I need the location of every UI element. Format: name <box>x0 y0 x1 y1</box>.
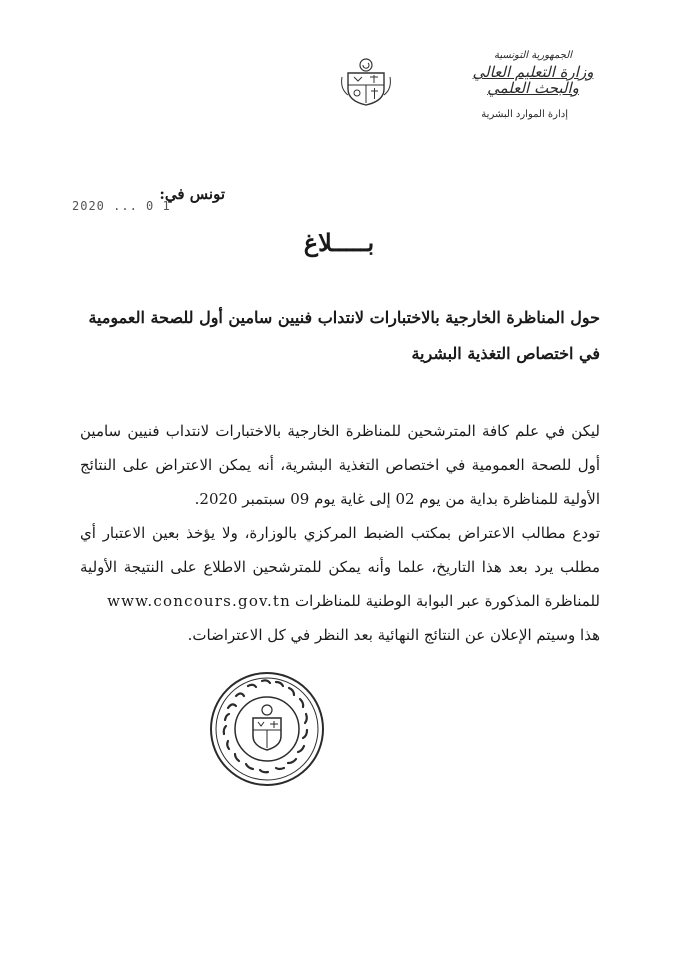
page-title: بـــــلاغ <box>303 228 375 257</box>
date-label: تونس في: <box>159 185 225 203</box>
republic-name: الجمهورية التونسية <box>493 50 573 61</box>
body-paragraph-1: ليكن في علم كافة المترشحين للمناظرة الخارجية بالاختبارات لانتداب فنيين سامين أول للصحة العمومية في اختصاص التغذية البشرية، أنه يمكن الاعتراض على النتائج الأولية للمناظرة بداية من يوم 02 إلى غاية يوم 09 سبتمبر 2020. <box>80 422 600 508</box>
body-paragraph-3: هذا وسيتم الإعلان عن النتائج النهائية بعد النظر في كل الاعتراضات. <box>187 626 600 644</box>
subject-heading: حول المناظرة الخارجية بالاختبارات لانتداب فنيين سامين أول للصحة العمومية في اختصاص التغذية البشرية <box>88 308 600 363</box>
body-paragraph-2-text: تودع مطالب الاعتراض بمكتب الضبط المركزي بالوزارة، ولا يؤخذ بعين الاعتبار أي مطلب يرد بعد هذا التاريخ، علما وأنه يمكن للمترشحين الاطلاع على النتيجة الأولية للمناظرة المذكورة عبر البوابة الوطنية للمناظرات <box>80 524 600 610</box>
official-seal-icon <box>208 670 326 788</box>
ministry-name-line1: وزارة التعليم العالي <box>472 63 594 81</box>
department-name: إدارة الموارد البشرية <box>481 109 568 120</box>
body-paragraph-2 <box>80 516 600 618</box>
portal-url: www.concours.gov.tn <box>107 592 292 610</box>
coat-of-arms-icon <box>340 55 392 107</box>
ministry-name-line2: والبحث العلمي <box>487 79 579 97</box>
announcement-body <box>80 414 600 652</box>
letterhead <box>458 50 608 120</box>
date-stamp: 2020 ... 0 1 <box>72 199 171 213</box>
